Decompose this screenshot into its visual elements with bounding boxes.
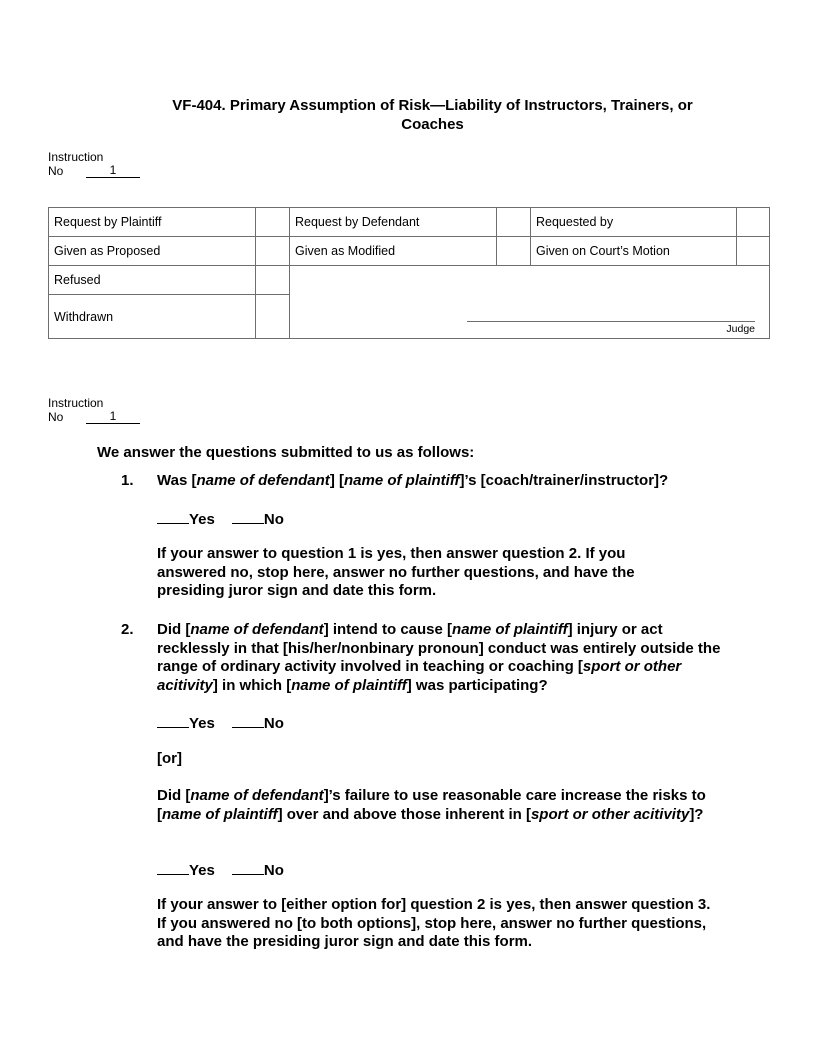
- question-2a-answer: [157, 713, 737, 734]
- question-2-number: 2.: [121, 621, 134, 638]
- instruction-no-label: No: [48, 410, 64, 424]
- question-1-number: 1.: [121, 472, 134, 489]
- refused-label: Refused: [49, 266, 256, 295]
- title-line-1: VF-404. Primary Assumption of Risk—Liability of Instructors, Trainers, or: [172, 97, 693, 114]
- table-row: [49, 237, 770, 266]
- requested-by-label: Requested by: [531, 208, 737, 237]
- instruction-no-label: No: [48, 164, 64, 178]
- q2a-yes-label: Yes: [189, 715, 215, 732]
- question-1-text: Was [name of defendant] [name of plaintiff]’s [coach/trainer/instructor]?: [157, 472, 669, 489]
- question-2-option-a-text: Did [name of defendant] intend to cause [name of plaintiff] injury or act recklessly in that [his/her/nonbinary pronoun] conduct was entirely outside the range of ordinary activity involved in teaching or coaching [sport or other acitivity] in which [name of plaintiff] was participating?: [157, 621, 721, 694]
- judge-signature-area: [290, 266, 770, 339]
- request-by-defendant-checkbox[interactable]: [497, 208, 531, 237]
- q2b-no-blank[interactable]: [232, 860, 264, 875]
- question-1-answer: [157, 509, 737, 530]
- instruction-label: Instruction: [48, 396, 104, 410]
- q2a-no-label: No: [263, 715, 284, 732]
- question-2-instruction: If your answer to [either option for] question 2 is yes, then answer question 3. If you answered no [to both options], stop here, answer no further questions, and have the presiding juror sign and date this form.: [157, 896, 711, 950]
- instruction-label: Instruction: [48, 150, 104, 164]
- instruction-no-field[interactable]: 1: [86, 410, 140, 424]
- refused-checkbox[interactable]: [256, 266, 290, 295]
- question-2b-answer: [157, 860, 737, 881]
- given-as-proposed-checkbox[interactable]: [256, 237, 290, 266]
- withdrawn-label: Withdrawn: [49, 295, 256, 339]
- table-row: [49, 266, 770, 295]
- q2b-yes-blank[interactable]: [157, 860, 189, 875]
- given-as-modified-checkbox[interactable]: [497, 237, 531, 266]
- requested-by-checkbox[interactable]: [737, 208, 770, 237]
- given-on-courts-motion-label: Given on Court’s Motion: [531, 237, 737, 266]
- given-on-courts-motion-checkbox[interactable]: [737, 237, 770, 266]
- q1-no-blank[interactable]: [232, 509, 264, 524]
- judge-label: Judge: [726, 323, 755, 335]
- title-line-2: Coaches: [401, 116, 464, 133]
- q2b-yes-label: Yes: [189, 862, 215, 879]
- q2a-no-blank[interactable]: [232, 713, 264, 728]
- instruction-number-block-2: [48, 396, 140, 424]
- question-2-option-b-text: Did [name of defendant]’s failure to use reasonable care increase the risks to [name of plaintiff] over and above those inherent in [sport or other acitivity]?: [157, 787, 706, 823]
- given-as-proposed-label: Given as Proposed: [49, 237, 256, 266]
- request-by-defendant-label: Request by Defendant: [290, 208, 497, 237]
- request-by-plaintiff-label: Request by Plaintiff: [49, 208, 256, 237]
- instruction-disposition-table: [48, 207, 770, 339]
- judge-signature-line[interactable]: [467, 321, 755, 322]
- given-as-modified-label: Given as Modified: [290, 237, 497, 266]
- table-row: [49, 208, 770, 237]
- q1-yes-blank[interactable]: [157, 509, 189, 524]
- withdrawn-checkbox[interactable]: [256, 295, 290, 339]
- q2a-yes-blank[interactable]: [157, 713, 189, 728]
- q1-no-label: No: [263, 511, 284, 528]
- question-1-instruction: If your answer to question 1 is yes, then answer question 2. If you answered no, stop here, answer no further questions, and have the presiding juror sign and date this form.: [157, 545, 635, 599]
- q1-yes-label: Yes: [189, 511, 215, 528]
- document-title: [100, 96, 765, 134]
- request-by-plaintiff-checkbox[interactable]: [256, 208, 290, 237]
- instruction-no-field[interactable]: 1: [86, 164, 140, 178]
- question-2-or-label: [or]: [157, 750, 182, 767]
- q2b-no-label: No: [263, 862, 284, 879]
- form-intro: We answer the questions submitted to us as follows:: [97, 444, 475, 461]
- instruction-number-block: [48, 150, 140, 178]
